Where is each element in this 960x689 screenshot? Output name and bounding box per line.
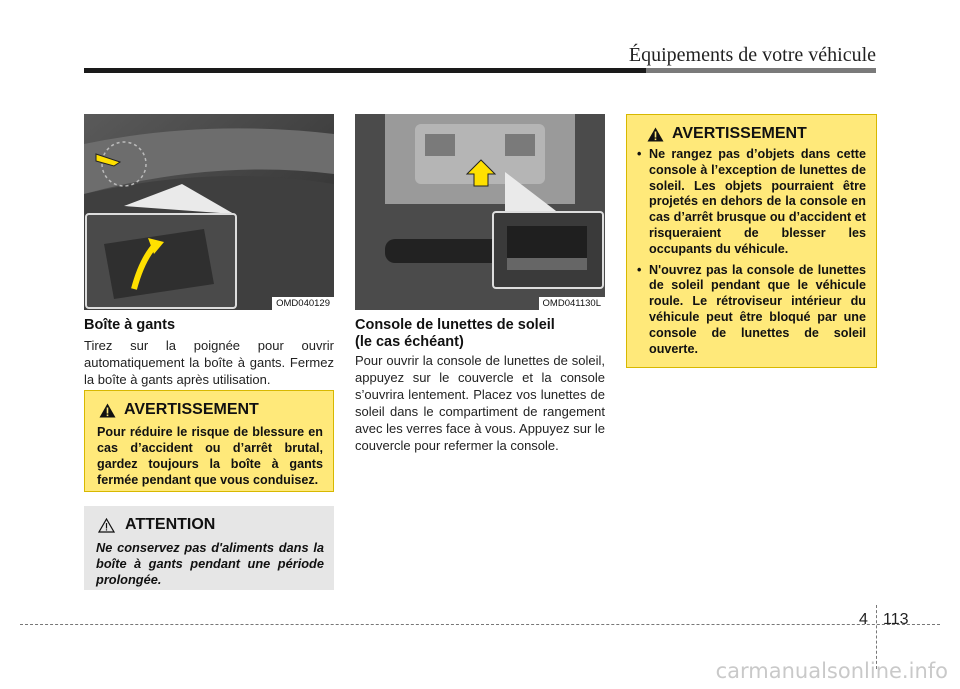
warning-heading-label: AVERTISSEMENT <box>124 401 259 418</box>
right-warning-heading-label: AVERTISSEMENT <box>672 125 807 142</box>
sunglass-holder-photo <box>355 114 605 310</box>
glove-box-caution <box>84 506 334 590</box>
warning-text: Pour réduire le risque de blessure en cas d’accident ou d’arrêt brutal, gardez toujours la boîte à gants fermée pendant que vous conduisez. <box>97 425 323 487</box>
page-number: 113 <box>883 611 909 628</box>
caution-heading <box>96 516 324 534</box>
sunglass-holder-title-line2: (le cas échéant) <box>355 334 464 350</box>
sunglass-holder-text: Pour ouvrir la console de lunettes de soleil, appuyez sur le couvercle et la console s’ouvrira lentement. Placez vos lunettes de soleil dans le compartiment de rangement avec les verres face à vous. Appuyez sur le couvercle pour refermer la console. <box>355 353 606 453</box>
sunglass-holder-warning <box>626 114 877 368</box>
warning-triangle-icon <box>647 127 664 142</box>
right-warning-list <box>637 147 866 357</box>
page-header-title: Équipements de votre véhicule <box>628 44 876 66</box>
watermark: carmanualsonline.info <box>715 659 948 683</box>
caution-text: Ne conservez pas d'aliments dans la boîte à gants pendant une période prolongée. <box>96 540 324 587</box>
caution-heading-label: ATTENTION <box>125 516 216 533</box>
warning-heading <box>97 401 323 419</box>
caution-triangle-icon <box>98 518 115 533</box>
sunglass-holder-title-line1: Console de lunettes de soleil <box>355 317 555 333</box>
footer-rule <box>20 624 940 625</box>
right-warning-heading <box>637 125 866 143</box>
glove-box-photo-code: OMD040129 <box>272 297 334 310</box>
glove-box-photo <box>84 114 334 310</box>
glove-box-text: Tirez sur la poignée pour ouvrir automatiquement la boîte à gants. Fermez la boîte à gants après utilisation. <box>84 338 334 387</box>
right-warning-item: • Ne rangez pas d’objets dans cette console à l’exception de lunettes de soleil. Les objets pourraient être projetés en dehors de la console en cas d’arrêt brusque ou d’accident et risqueraient de blesser les occupants du véhicule. <box>637 147 866 258</box>
warning-triangle-icon <box>99 403 116 418</box>
sunglass-holder-photo-code: OMD041130L <box>539 297 605 310</box>
glove-box-warning <box>84 390 334 492</box>
chapter-number: 4 <box>859 611 868 628</box>
glove-box-title: Boîte à gants <box>84 317 176 333</box>
right-warning-item: • N'ouvrez pas la console de lunettes de soleil pendant que le véhicule roule. Le rétroviseur intérieur du véhicule peut être bloqué par une console de lunettes de soleil ouverte. <box>637 263 866 358</box>
sunglass-holder-title <box>355 317 605 351</box>
header-rule <box>84 68 876 73</box>
